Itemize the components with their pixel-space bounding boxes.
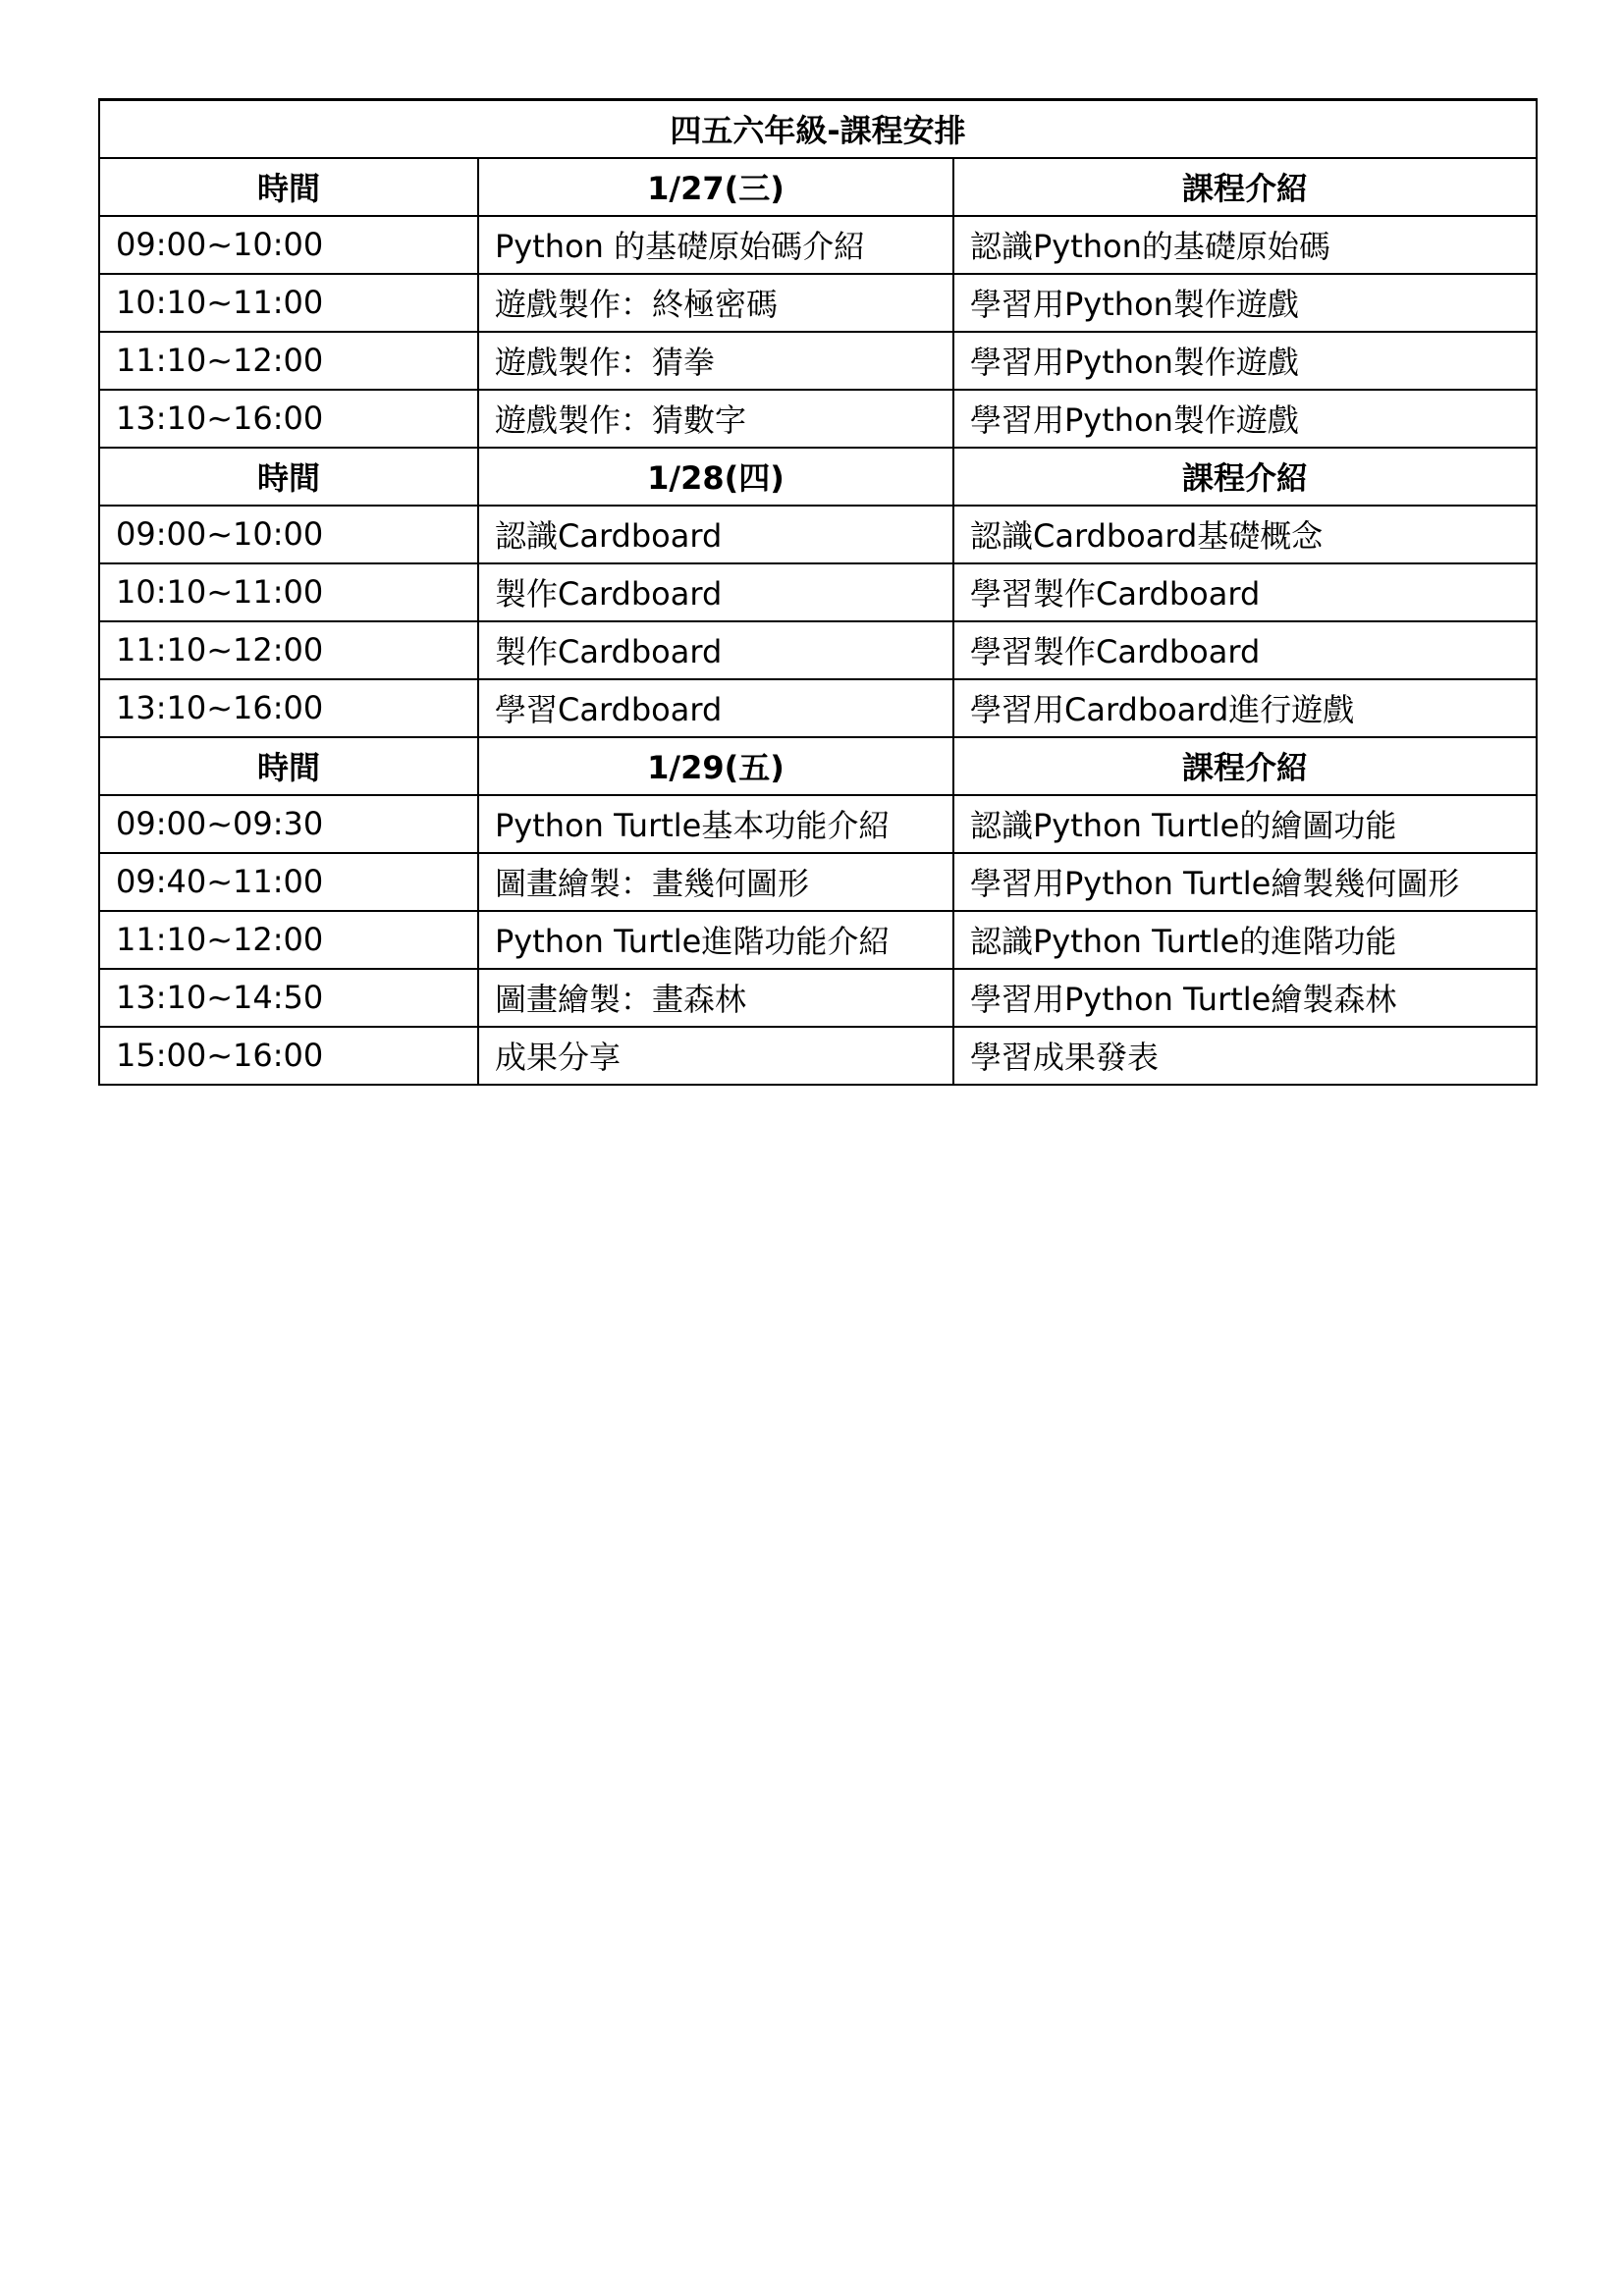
table-row <box>99 216 1537 274</box>
header-time-cell: 時間 <box>99 158 478 216</box>
schedule-table <box>98 98 1538 1086</box>
table-row <box>99 853 1537 911</box>
time-cell: 09:00~10:00 <box>99 506 478 563</box>
intro-cell: 學習製作Cardboard <box>953 621 1537 679</box>
schedule-body <box>99 100 1537 1085</box>
intro-cell: 學習用Python Turtle繪製幾何圖形 <box>953 853 1537 911</box>
intro-cell: 學習用Python製作遊戲 <box>953 332 1537 390</box>
header-date-cell: 1/29(五) <box>478 737 953 795</box>
section-header-row <box>99 737 1537 795</box>
table-row <box>99 332 1537 390</box>
time-cell: 10:10~11:00 <box>99 563 478 621</box>
table-row <box>99 621 1537 679</box>
intro-cell: 認識Cardboard基礎概念 <box>953 506 1537 563</box>
time-cell: 13:10~16:00 <box>99 679 478 737</box>
course-cell: 遊戲製作：猜數字 <box>478 390 953 448</box>
intro-cell: 學習用Cardboard進行遊戲 <box>953 679 1537 737</box>
time-cell: 13:10~16:00 <box>99 390 478 448</box>
course-cell: 製作Cardboard <box>478 621 953 679</box>
header-intro-cell: 課程介紹 <box>953 158 1537 216</box>
intro-cell: 學習成果發表 <box>953 1027 1537 1085</box>
table-row <box>99 274 1537 332</box>
time-cell: 13:10~14:50 <box>99 969 478 1027</box>
table-title: 四五六年級-課程安排 <box>99 100 1537 158</box>
table-row <box>99 795 1537 853</box>
course-cell: 圖畫繪製：畫幾何圖形 <box>478 853 953 911</box>
table-row <box>99 390 1537 448</box>
intro-cell: 學習用Python製作遊戲 <box>953 390 1537 448</box>
section-header-row <box>99 448 1537 506</box>
intro-cell: 認識Python的基礎原始碼 <box>953 216 1537 274</box>
header-date-cell: 1/27(三) <box>478 158 953 216</box>
table-row <box>99 506 1537 563</box>
time-cell: 09:40~11:00 <box>99 853 478 911</box>
header-date-cell: 1/28(四) <box>478 448 953 506</box>
time-cell: 10:10~11:00 <box>99 274 478 332</box>
intro-cell: 學習用Python製作遊戲 <box>953 274 1537 332</box>
time-cell: 11:10~12:00 <box>99 621 478 679</box>
course-cell: 認識Cardboard <box>478 506 953 563</box>
title-row <box>99 100 1537 158</box>
intro-cell: 學習製作Cardboard <box>953 563 1537 621</box>
course-cell: 遊戲製作：終極密碼 <box>478 274 953 332</box>
intro-cell: 認識Python Turtle的進階功能 <box>953 911 1537 969</box>
section-header-row <box>99 158 1537 216</box>
course-cell: Python Turtle基本功能介紹 <box>478 795 953 853</box>
intro-cell: 認識Python Turtle的繪圖功能 <box>953 795 1537 853</box>
course-cell: Python Turtle進階功能介紹 <box>478 911 953 969</box>
table-row <box>99 1027 1537 1085</box>
header-intro-cell: 課程介紹 <box>953 448 1537 506</box>
header-intro-cell: 課程介紹 <box>953 737 1537 795</box>
course-cell: Python 的基礎原始碼介紹 <box>478 216 953 274</box>
intro-cell: 學習用Python Turtle繪製森林 <box>953 969 1537 1027</box>
course-cell: 圖畫繪製：畫森林 <box>478 969 953 1027</box>
header-time-cell: 時間 <box>99 737 478 795</box>
course-cell: 成果分享 <box>478 1027 953 1085</box>
time-cell: 11:10~12:00 <box>99 332 478 390</box>
table-row <box>99 679 1537 737</box>
table-row <box>99 911 1537 969</box>
course-cell: 製作Cardboard <box>478 563 953 621</box>
time-cell: 09:00~09:30 <box>99 795 478 853</box>
course-cell: 遊戲製作：猜拳 <box>478 332 953 390</box>
time-cell: 09:00~10:00 <box>99 216 478 274</box>
table-row <box>99 969 1537 1027</box>
table-row <box>99 563 1537 621</box>
course-cell: 學習Cardboard <box>478 679 953 737</box>
time-cell: 15:00~16:00 <box>99 1027 478 1085</box>
time-cell: 11:10~12:00 <box>99 911 478 969</box>
header-time-cell: 時間 <box>99 448 478 506</box>
